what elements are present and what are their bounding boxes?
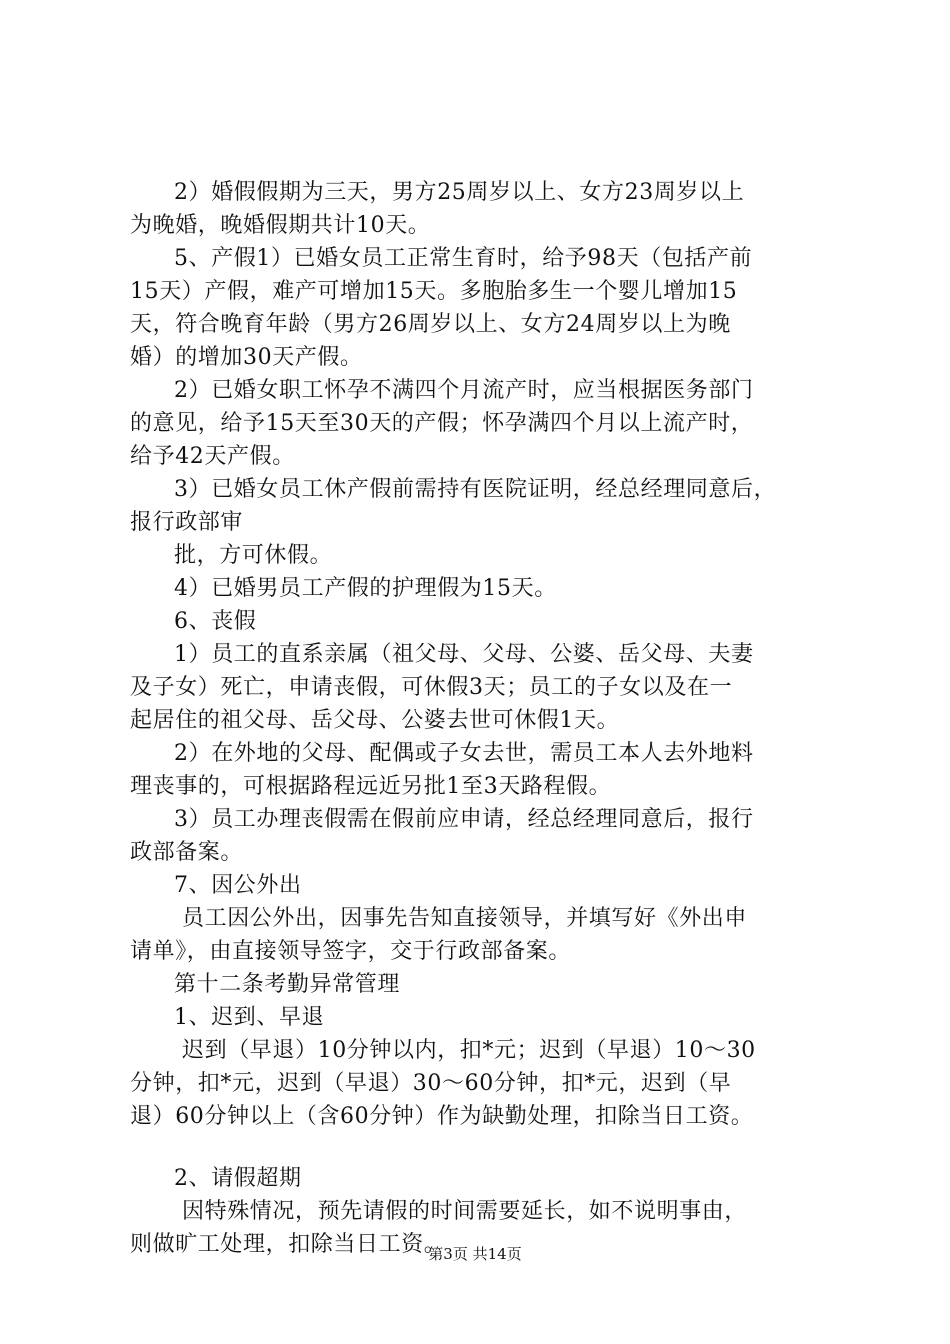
text-line: 迟到（早退）10分钟以内，扣*元；迟到（早退）10～30 (182, 1038, 756, 1063)
text-line: 2）已婚女职工怀孕不满四个月流产时，应当根据医务部门 (174, 378, 754, 403)
page-number-footer: 第3页 共14页 (428, 1245, 522, 1263)
section-heading: 7、因公外出 (174, 873, 302, 898)
text-line: 5、产假1）已婚女员工正常生育时，给予98天（包括产前 (174, 246, 753, 271)
text-line: 理丧事的，可根据路程远近另批1至3天路程假。 (130, 774, 612, 799)
text-line: 3）员工办理丧假需在假前应申请，经总经理同意后，报行 (174, 807, 754, 832)
text-line: 3）已婚女员工休产假前需持有医院证明，经总经理同意后， (174, 477, 777, 502)
text-line: 起居住的祖父母、岳父母、公婆去世可休假1天。 (130, 708, 620, 733)
text-line: 1）员工的直系亲属（祖父母、父母、公婆、岳父母、夫妻 (174, 642, 754, 667)
text-line: 及子女）死亡，申请丧假，可休假3天；员工的子女以及在一 (130, 675, 733, 700)
text-line: 报行政部审 (130, 510, 244, 535)
text-line: 为晚婚，晚婚假期共计10天。 (130, 213, 431, 238)
text-line: 政部备案。 (130, 840, 244, 865)
section-heading: 1、迟到、早退 (174, 1005, 325, 1030)
text-line: 则做旷工处理，扣除当日工资。 (130, 1232, 447, 1257)
text-line: 15天）产假，难产可增加15天。多胞胎多生一个婴儿增加15 (130, 279, 738, 304)
text-line: 退）60分钟以上（含60分钟）作为缺勤处理，扣除当日工资。 (130, 1104, 754, 1129)
paragraph-gap (130, 1133, 835, 1162)
text-line: 2）婚假假期为三天，男方25周岁以上、女方23周岁以上 (174, 180, 745, 205)
section-heading: 2、请假超期 (174, 1166, 302, 1191)
text-line: 的意见，给予15天至30天的产假；怀孕满四个月以上流产时， (130, 411, 754, 436)
text-line: 请单》，由直接领导签字，交于行政部备案。 (130, 939, 572, 964)
text-line: 天，符合晚育年龄（男方26周岁以上、女方24周岁以上为晚 (130, 312, 731, 337)
text-line: 员工因公外出，因事先告知直接领导，并填写好《外出申 (182, 906, 748, 931)
document-body (130, 176, 835, 1261)
section-heading: 6、丧假 (174, 609, 257, 634)
text-line: 4）已婚男员工产假的护理假为15天。 (174, 576, 557, 601)
text-line: 2）在外地的父母、配偶或子女去世，需员工本人去外地料 (174, 741, 754, 766)
text-line: 给予42天产假。 (130, 444, 295, 469)
text-line: 批，方可休假。 (174, 543, 333, 568)
article-heading: 第十二条考勤异常管理 (174, 972, 401, 997)
text-line: 婚）的增加30天产假。 (130, 345, 363, 370)
text-line: 分钟，扣*元，迟到（早退）30～60分钟，扣*元，迟到（早 (130, 1071, 732, 1096)
text-line: 因特殊情况，预先请假的时间需要延长，如不说明事由， (182, 1199, 748, 1224)
